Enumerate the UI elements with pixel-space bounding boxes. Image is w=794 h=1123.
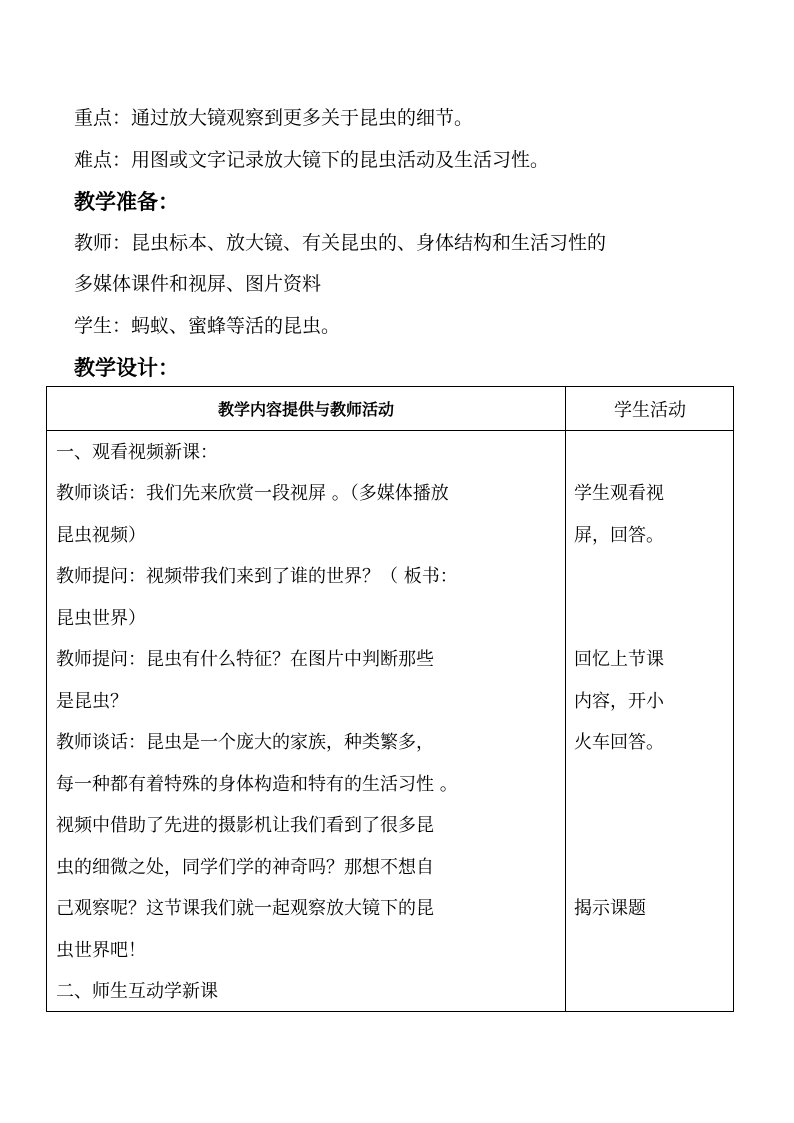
teacher-line: 二、师生互动学新课 bbox=[56, 981, 218, 1002]
lesson-design-table bbox=[46, 386, 734, 1012]
teacher-line: 视频中借助了先进的摄影机让我们看到了很多昆 bbox=[56, 815, 434, 836]
student-line: 回忆上节课 bbox=[574, 649, 664, 670]
design-heading: 教学设计： bbox=[74, 355, 179, 380]
header-divider bbox=[47, 430, 733, 431]
student-line: 火车回答。 bbox=[574, 732, 664, 753]
teacher-line: 教师提问：昆虫有什么特征？在图片中判断那些 bbox=[56, 649, 434, 670]
header-student-activity: 学生活动 bbox=[614, 399, 686, 421]
student-preparation: 学生：蚂蚁、蜜蜂等活的昆虫。 bbox=[74, 315, 341, 337]
header-teacher-activity: 教学内容提供与教师活动 bbox=[217, 400, 394, 419]
teacher-line: 教师提问：视频带我们来到了谁的世界？（ 板书： bbox=[56, 566, 458, 587]
teacher-line: 一、观看视频新课： bbox=[56, 442, 218, 463]
teacher-line: 教师谈话：我们先来欣赏一段视屏 。（多媒体播放 bbox=[56, 483, 449, 504]
teacher-line: 教师谈话：昆虫是一个庞大的家族，种类繁多， bbox=[56, 732, 434, 753]
teacher-preparation-line-1: 教师：昆虫标本、放大镜、有关昆虫的、身体结构和生活习性的 bbox=[74, 232, 607, 254]
teacher-line: 昆虫世界） bbox=[56, 608, 146, 629]
teacher-line: 是昆虫？ bbox=[56, 691, 128, 712]
difficulty-text: 难点：用图或文字记录放大镜下的昆虫活动及生活习性。 bbox=[74, 149, 550, 171]
preparation-heading: 教学准备： bbox=[74, 189, 179, 214]
teacher-line: 虫的细微之处，同学们学的神奇吗？那想不想自 bbox=[56, 857, 434, 878]
teacher-line: 每一种都有着特殊的身体构造和特有的生活习性 。 bbox=[56, 774, 458, 795]
teacher-line: 昆虫视频） bbox=[56, 525, 146, 546]
student-line: 学生观看视 bbox=[574, 483, 664, 504]
key-point-text: 重点：通过放大镜观察到更多关于昆虫的细节。 bbox=[74, 107, 474, 129]
teacher-line: 虫世界吧！ bbox=[56, 940, 146, 961]
teacher-preparation-line-2: 多媒体课件和视屏、图片资料 bbox=[74, 273, 322, 295]
student-line: 揭示课题 bbox=[574, 898, 646, 919]
teacher-line: 己观察呢？这节课我们就一起观察放大镜下的昆 bbox=[56, 898, 434, 919]
student-line: 内容，开小 bbox=[574, 691, 664, 712]
student-line: 屏，回答。 bbox=[574, 525, 664, 546]
column-divider bbox=[565, 387, 566, 1011]
